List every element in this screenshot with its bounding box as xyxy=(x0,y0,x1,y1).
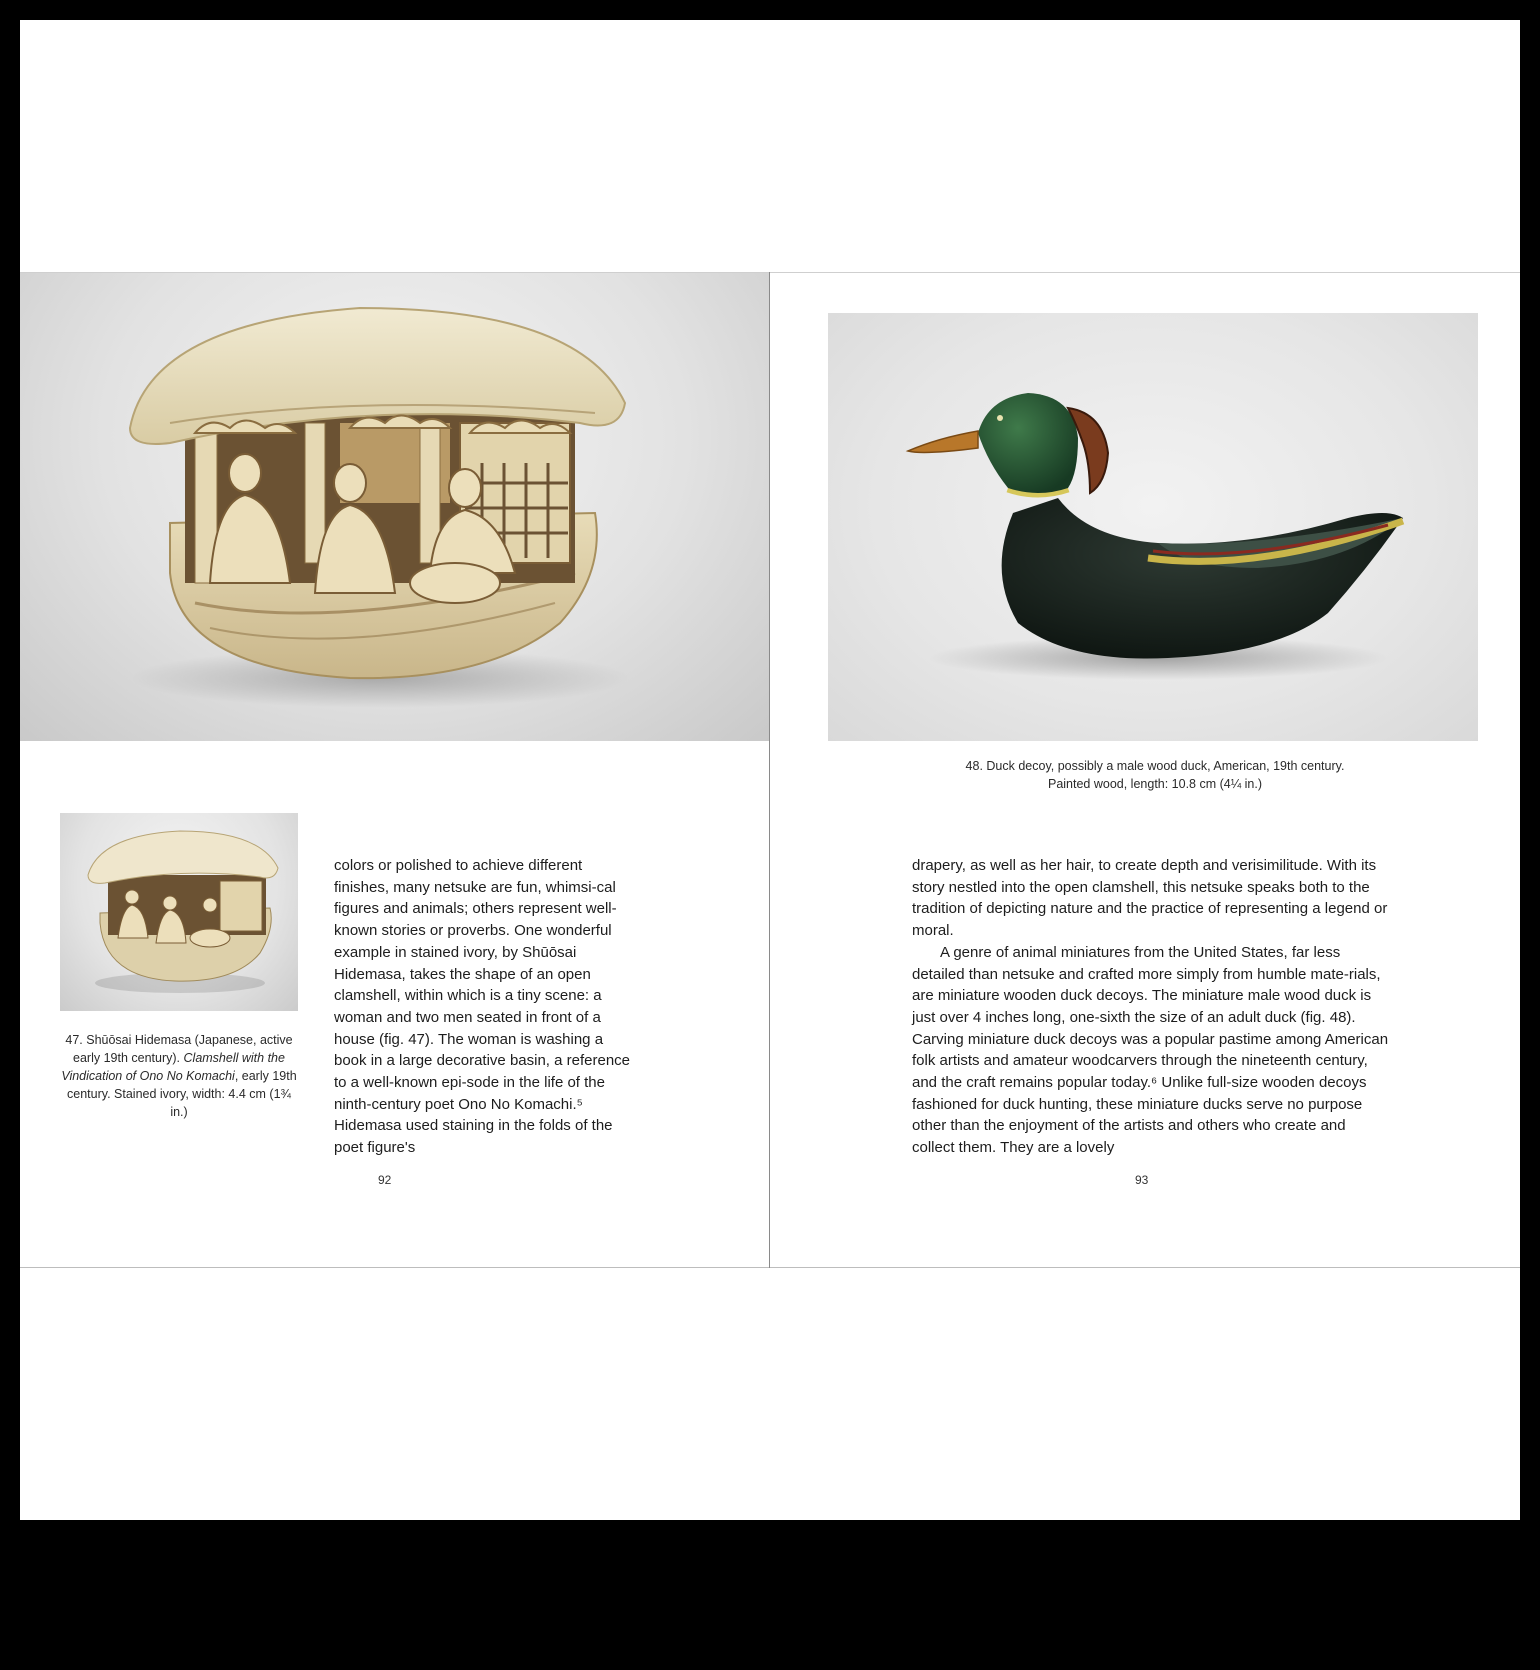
right-body-text xyxy=(912,855,1392,1159)
caption-47-tail: , early 19th century. Stained ivory, width: 4.4 cm (1¾ in.) xyxy=(67,1069,297,1119)
page-number-left: 92 xyxy=(378,1173,392,1187)
clamshell-netsuke-photo-small xyxy=(60,813,298,1011)
spread-bottom-edge xyxy=(20,1267,1520,1268)
caption-47-lead: 47. Shūōsai Hidemasa (Japanese, active early 19th century). xyxy=(65,1033,293,1065)
left-paragraph: colors or polished to achieve different finishes, many netsuke are fun, whimsi-cal figures and animals; others represent well-known stories or proverbs. One wonderful example in stained ivory, by Shūōsai Hidemasa, takes the shape of an open clamshell, within which is a tiny scene: a woman and two men seated in front of a house (fig. 47). The woman is washing a book in a large decorative basin, a reference to a well-known epi-sode in the life of the ninth-century poet Ono No Komachi.⁵ Hidemasa used staining in the folds of the poet figure's xyxy=(334,857,631,1157)
right-page xyxy=(770,273,1520,1267)
right-paragraph-1: drapery, as well as her hair, to create depth and verisimilitude. With its story nestled into the open clamshell, this netsuke speaks both to the tradition of depicting nature and the practice of representing a legend or moral. xyxy=(912,857,1388,940)
left-body-text xyxy=(334,855,634,1159)
page-number-right: 93 xyxy=(1135,1173,1149,1187)
caption-48-line-1: 48. Duck decoy, possibly a male wood duck, American, 19th century. xyxy=(965,759,1345,773)
right-paragraph-2: A genre of animal miniatures from the United States, far less detailed than netsuke and crafted more simply from humble mate-rials, are miniature wooden duck decoys. The miniature male wood duck is just over 4 inches long, one-sixth the size of an adult duck (fig. 48). Carving miniature duck decoys was a popular pastime among American folk artists and amateur woodcarvers through the nineteenth century, and the craft remains popular today.⁶ Unlike full-size wooden decoys fashioned for duck hunting, these miniature ducks serve no purpose other than the enjoyment of the artists and others who create and collect them. They are a lovely xyxy=(912,943,1389,1157)
duck-decoy-photo xyxy=(828,313,1478,741)
caption-47-title: Clamshell with the Vindication of Ono No Komachi xyxy=(61,1051,285,1083)
figure-47-caption xyxy=(60,1031,298,1121)
book-spread xyxy=(20,20,1520,1520)
clamshell-netsuke-photo-large xyxy=(20,273,769,741)
left-page xyxy=(20,273,769,1267)
figure-48-caption xyxy=(920,757,1390,793)
caption-48-line-2: Painted wood, length: 10.8 cm (4¼ in.) xyxy=(1047,777,1262,791)
